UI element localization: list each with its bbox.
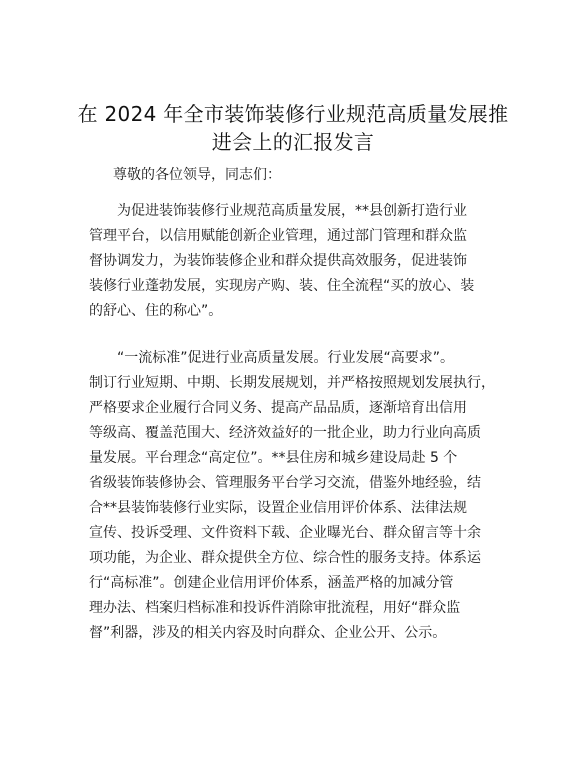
paragraph-line: 省级装饰装修协会、管理服务平台学习交流，借鉴外地经验，结: [89, 475, 481, 491]
paragraph-line: 制订行业短期、中期、长期发展规划，并严格按照规划发展执行，: [89, 375, 495, 391]
paragraph-line: 的舒心、住的称心”。: [89, 303, 223, 319]
paragraph-line: 督协调发力，为装饰装修企业和群众提供高效服务，促进装饰: [89, 253, 467, 269]
paragraph-line: 督”利器，涉及的相关内容及时向群众、企业公开、公示。: [89, 625, 447, 641]
paragraph-line: “一流标准”促进行业高质量发展。行业发展“高要求”。: [117, 350, 455, 366]
document-title: [60, 100, 526, 156]
greeting: 尊敬的各位领导，同志们：: [113, 167, 281, 183]
paragraph-line: 理办法、档案归档标准和投诉件消除审批流程，用好“群众监: [89, 600, 461, 616]
paragraph-line: 装修行业蓬勃发展，实现房产购、装、住全流程“买的放心、装: [89, 278, 475, 294]
paragraph-line: 严格要求企业履行合同义务、提高产品品质，逐渐培育出信用: [89, 400, 467, 416]
paragraph-line: 宣传、投诉受理、文件资料下载、企业曝光台、群众留言等十余: [89, 525, 481, 541]
paragraph-line: 为促进装饰装修行业规范高质量发展，**县创新打造行业: [117, 203, 467, 219]
title-line: 进会上的汇报发言: [211, 130, 375, 154]
paragraph-line: 项功能，为企业、群众提供全方位、综合性的服务支持。体系运: [89, 550, 481, 566]
paragraph-line: 量发展。平台理念“高定位”。**县住房和城乡建设局赴 5 个: [89, 450, 458, 466]
paragraph-line: 行“高标准”。创建企业信用评价体系，涵盖严格的加减分管: [89, 575, 454, 591]
paragraph-line: 合**县装饰装修行业实际，设置企业信用评价体系、法律法规: [89, 500, 467, 516]
title-line: 在 2024 年全市装饰装修行业规范高质量发展推: [77, 102, 509, 126]
paragraph-line: 管理平台，以信用赋能创新企业管理，通过部门管理和群众监: [89, 228, 467, 244]
paragraph: [89, 346, 509, 646]
paragraph: [89, 199, 509, 324]
paragraph-line: 等级高、覆盖范围大、经济效益好的一批企业，助力行业向高质: [89, 425, 481, 441]
